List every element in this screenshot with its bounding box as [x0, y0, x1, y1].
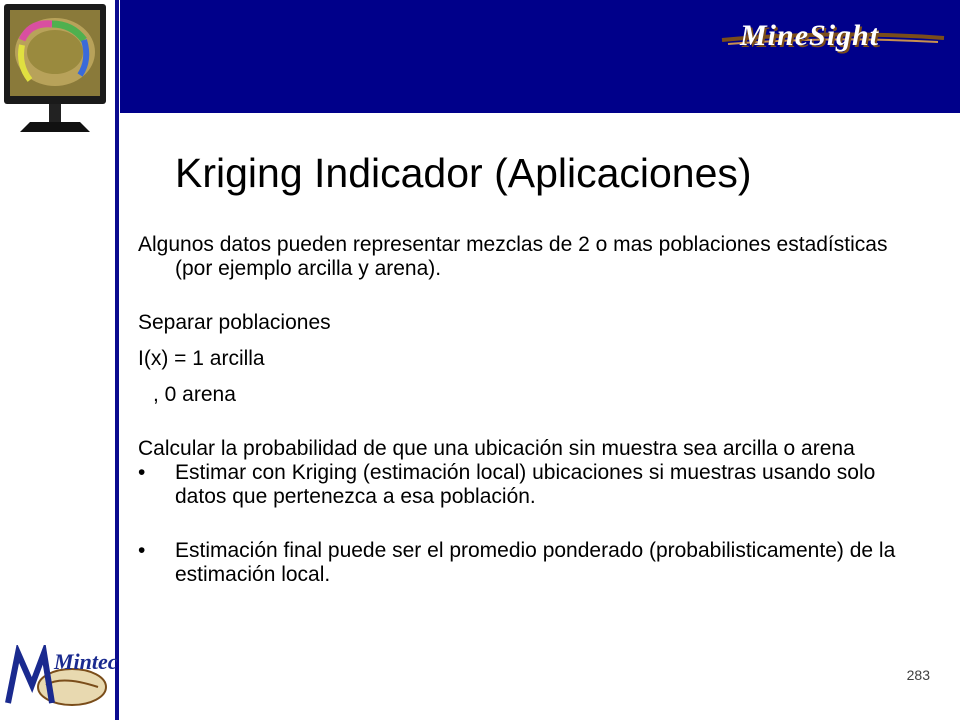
calcular-text: Calcular la probabilidad de que una ubicación sin muestra sea arcilla o arena [138, 437, 855, 460]
mintec-logo [2, 645, 118, 707]
slide-title: Kriging Indicador (Aplicaciones) [175, 150, 752, 196]
brand-name: MineSight [740, 19, 880, 52]
indicator-line-1: I(x) = 1 arcilla [138, 347, 265, 370]
monitor-icon [0, 0, 112, 145]
bullet-text: Estimación final puede ser el promedio ponderado (probabilisticamente) de la estimación local. [175, 539, 896, 586]
bullet-item [138, 461, 928, 509]
bullet-text: Estimar con Kriging (estimación local) ubicaciones si muestras usando solo datos que pertenezca a esa población. [175, 461, 876, 508]
minesight-logo [718, 8, 948, 68]
left-rule [115, 0, 119, 720]
intro-text: Algunos datos pueden representar mezclas de 2 o mas poblaciones estadísticas (por ejemplo arcilla y arena). [138, 233, 888, 280]
separar-text: Separar poblaciones [138, 311, 331, 334]
page-number: 283 [906, 667, 930, 681]
bullet-item [138, 539, 928, 587]
bullet-icon: • [138, 539, 146, 562]
indicator-line-2: , 0 arena [153, 383, 236, 406]
mintec-text: Mintec [54, 649, 118, 674]
bullet-icon: • [138, 461, 146, 484]
slide-content [138, 233, 928, 587]
